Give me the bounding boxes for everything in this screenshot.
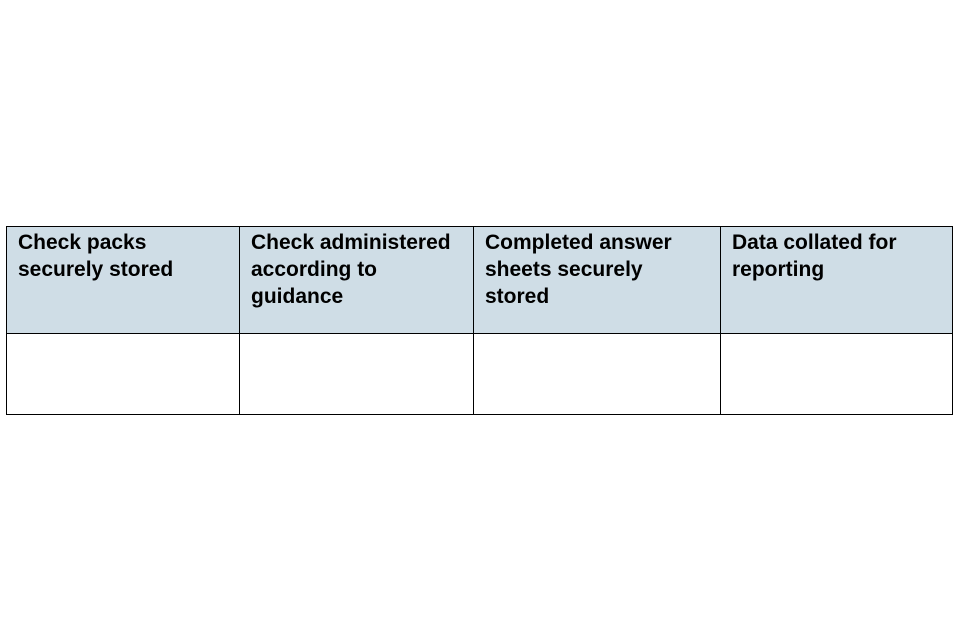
table-cell[interactable] — [474, 334, 721, 415]
table-row — [7, 334, 953, 415]
table-header — [7, 227, 953, 334]
table-body — [7, 334, 953, 415]
table-cell[interactable] — [721, 334, 953, 415]
header-cell-data-collated — [721, 227, 953, 334]
header-cell-check-packs — [7, 227, 240, 334]
header-cell-check-administered — [240, 227, 474, 334]
header-cell-answer-sheets — [474, 227, 721, 334]
header-label: Completed answer sheets securely stored — [485, 231, 672, 308]
header-label: Check administered according to guidance — [251, 231, 451, 308]
header-row — [7, 227, 953, 334]
checklist-table — [6, 226, 953, 415]
table-cell[interactable] — [7, 334, 240, 415]
header-label: Check packs securely stored — [18, 231, 174, 281]
header-label: Data collated for reporting — [732, 231, 897, 281]
table-cell[interactable] — [240, 334, 474, 415]
